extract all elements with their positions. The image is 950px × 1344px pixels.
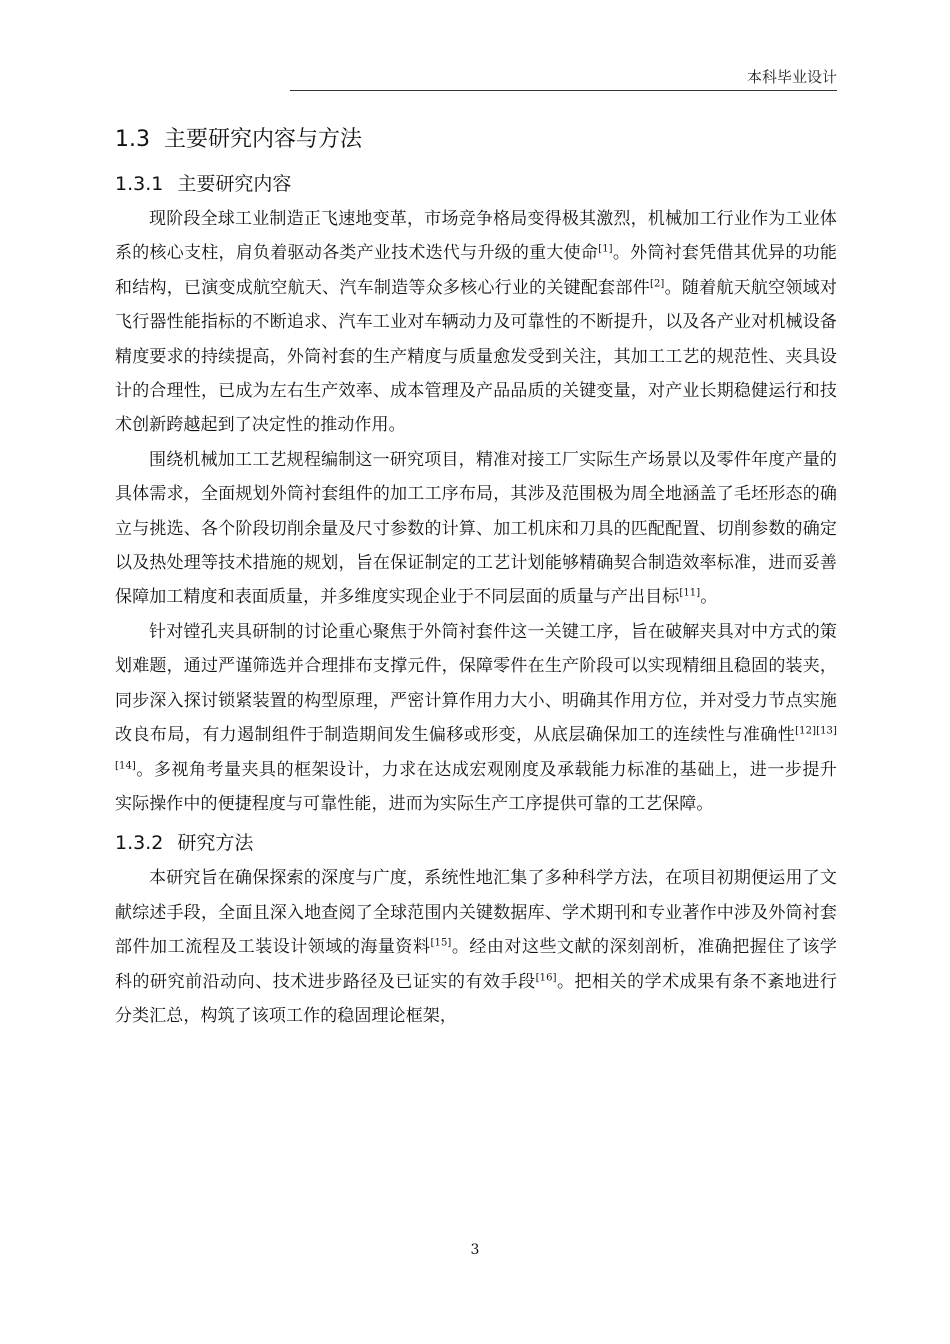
citation-ref: [2]: [649, 278, 665, 290]
paragraph: [115, 861, 837, 1033]
citation-ref: [11]: [679, 587, 701, 599]
section-title: 主要研究内容与方法: [164, 127, 363, 152]
header-rule: [290, 90, 837, 91]
citation-ref: [12][13][14]: [115, 725, 837, 771]
text-run: 围绕机械加工工艺规程编制这一研究项目，精准对接工厂实际生产场景以及零件年度产量的具体需求，全面规划外筒衬套组件的加工工序布局，其涉及范围极为周全地涵盖了毛坯形态的确立与挑选、各个阶段切削余量及尺寸参数的计算、加工机床和刀具的匹配配置、切削参数的确定以及热处理等技术措施的规划，旨在保证制定的工艺计划能够精确契合制造效率标准，进而妥善保障加工精度和表面质量，并多维度实现企业于不同层面的质量与产出目标: [115, 449, 837, 608]
paragraph: [115, 443, 837, 615]
paragraph: [115, 615, 837, 821]
section-number: 1.3: [115, 127, 150, 152]
citation-ref: [15]: [430, 937, 452, 949]
text-run: 。外筒衬套凭借其优异的功能和结构，已演变成航空航天、汽车制造等众多核心行业的关键配套部件: [115, 243, 837, 298]
subsection-heading: [115, 825, 837, 861]
running-header: 本科毕业设计: [746, 68, 837, 86]
text-run: 。: [700, 587, 718, 608]
page-number: 3: [470, 1242, 480, 1258]
citation-ref: [1]: [598, 243, 613, 255]
text-run: 针对镗孔夹具研制的讨论重心聚焦于外筒衬套件这一关键工序，旨在破解夹具对中方式的策划难题，通过严谨筛选并合理排布支撑元件，保障零件在生产阶段可以实现精细且稳固的装夹，同步深入探讨锁紧装置的构型原理，严密计算作用力大小、明确其作用方位，并对受力节点实施改良布局，有力遏制组件于制造期间发生偏移或形变，从底层确保加工的连续性与准确性: [115, 621, 837, 746]
paragraph: [115, 202, 837, 443]
text-run: 本研究旨在确保探索的深度与广度，系统性地汇集了多种科学方法，在项目初期便运用了文献综述手段，全面且深入地查阅了全球范围内关键数据库、学术期刊和专业著作中涉及外筒衬套部件加工流程及工装设计领域的海量资料: [115, 868, 837, 958]
citation-ref: [16]: [535, 971, 557, 983]
text-run: 现阶段全球工业制造正飞速地变革，市场竞争格局变得极其激烈，机械加工行业作为工业体系的核心支柱，肩负着驱动各类产业技术迭代与升级的重大使命: [115, 209, 837, 264]
section-heading: [115, 118, 837, 162]
text-run: 。经由对这些文献的深刻剖析，准确把握住了该学科的研究前沿动向、技术进步路径及已证实的有效手段: [115, 937, 837, 992]
text-run: 。随着航天航空领域对飞行器性能指标的不断追求、汽车工业对车辆动力及可靠性的不断提升，以及各产业对机械设备精度要求的持续提高，外筒衬套的生产精度与质量愈发受到关注，其加工工艺的规范性、夹具设计的合理性，已成为左右生产效率、成本管理及产品品质的关键变量，对产业长期稳健运行和技术创新跨越起到了决定性的推动作用。: [115, 277, 838, 436]
text-run: 。多视角考量夹具的框架设计，力求在达成宏观刚度及承载能力标准的基础上，进一步提升实际操作中的便捷程度与可靠性能，进而为实际生产工序提供可靠的工艺保障。: [115, 759, 837, 814]
text-run: 。把相关的学术成果有条不紊地进行分类汇总，构筑了该项工作的稳固理论框架，: [115, 971, 837, 1026]
subsection-number: 1.3.1: [115, 173, 164, 195]
subsection-heading: [115, 166, 837, 202]
subsection-title: 主要研究内容: [177, 173, 292, 195]
page-body: [115, 118, 837, 1033]
subsection-title: 研究方法: [177, 832, 254, 855]
subsection-number: 1.3.2: [115, 832, 164, 855]
